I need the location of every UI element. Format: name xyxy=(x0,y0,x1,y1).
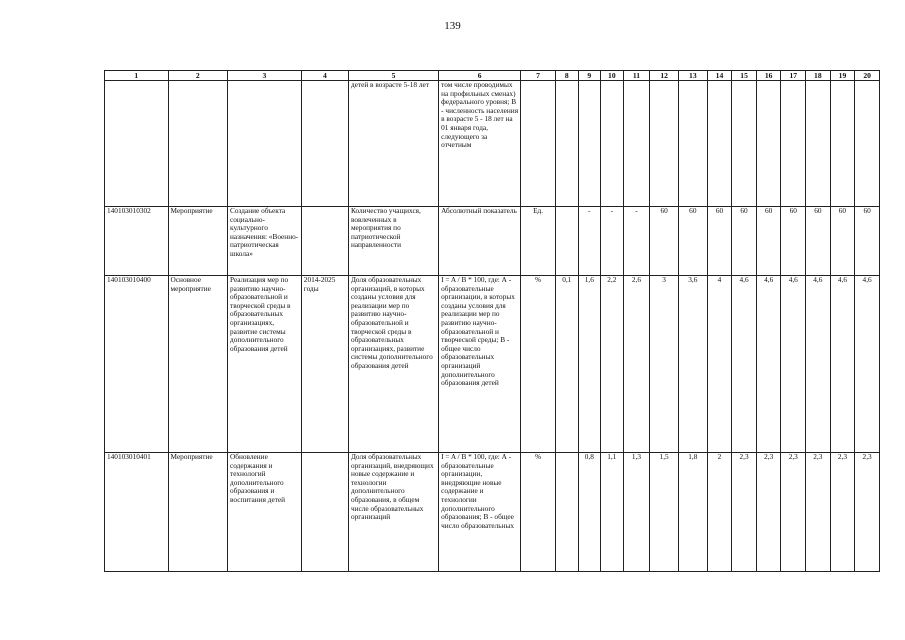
cell-value: 3 xyxy=(650,276,679,453)
table-row xyxy=(105,207,880,276)
cell-value: 2,6 xyxy=(623,276,650,453)
col-header: 18 xyxy=(806,71,831,81)
col-header: 4 xyxy=(301,71,348,81)
cell-value xyxy=(707,81,732,207)
cell-value: 1,8 xyxy=(678,453,707,572)
cell-value: 60 xyxy=(806,207,831,276)
cell-value xyxy=(756,81,781,207)
cell-unit: % xyxy=(521,276,556,453)
cell-value: 60 xyxy=(855,207,880,276)
col-header: 5 xyxy=(348,71,438,81)
col-header: 12 xyxy=(650,71,679,81)
cell-name: Обновление содержания и технологий дополнительного образования и воспитания детей xyxy=(228,453,302,572)
cell-value: 1,3 xyxy=(623,453,650,572)
col-header: 8 xyxy=(555,71,578,81)
table-row xyxy=(105,276,880,453)
cell-type: Мероприятие xyxy=(168,207,227,276)
col-header: 20 xyxy=(855,71,880,81)
cell-value: 2,3 xyxy=(830,453,855,572)
col-header: 1 xyxy=(105,71,169,81)
cell-value: 60 xyxy=(707,207,732,276)
col-header: 15 xyxy=(732,71,757,81)
cell-indicator: Доля образовательных организаций, внедряющих новые содержание и технологии дополнительного образования, в общем числе образовательных организаций xyxy=(348,453,438,572)
page-number: 139 xyxy=(444,20,461,32)
table-row xyxy=(105,81,880,207)
cell-value: - xyxy=(578,207,601,276)
header-row xyxy=(105,71,880,81)
col-header: 2 xyxy=(168,71,227,81)
cell-value: 2,3 xyxy=(855,453,880,572)
col-header: 10 xyxy=(601,71,624,81)
cell-value: 1,5 xyxy=(650,453,679,572)
cell-value: 4,6 xyxy=(830,276,855,453)
cell-code: 140103010401 xyxy=(105,453,169,572)
cell-value: 2,2 xyxy=(601,276,624,453)
program-table xyxy=(104,70,880,572)
cell-unit xyxy=(521,81,556,207)
cell-formula: I = A / B * 100, где: А - образовательные организации, в которых созданы условия для реализации мер по развитию научно-образовательной и творческой среды; В - общее число образовательных организаций дополнительного образования детей xyxy=(439,276,521,453)
cell-value xyxy=(650,81,679,207)
cell-value xyxy=(555,81,578,207)
cell-type: Мероприятие xyxy=(168,453,227,572)
table-row xyxy=(105,453,880,572)
cell-indicator: Доля образовательных организаций, в которых созданы условия для реализации мер по развитию научно-образовательной и творческой среды в образовательных организациях, развитие системы дополнительного образования детей xyxy=(348,276,438,453)
col-header: 9 xyxy=(578,71,601,81)
col-header: 6 xyxy=(439,71,521,81)
cell-value xyxy=(806,81,831,207)
cell-type xyxy=(168,81,227,207)
cell-value: - xyxy=(623,207,650,276)
cell-value: 4 xyxy=(707,276,732,453)
cell-value: 2,3 xyxy=(732,453,757,572)
cell-value xyxy=(601,81,624,207)
col-header: 11 xyxy=(623,71,650,81)
cell-name: Реализация мер по развитию научно-образовательной и творческой среды в образовательных организациях, развитие системы дополнительного образования детей xyxy=(228,276,302,453)
col-header: 13 xyxy=(678,71,707,81)
cell-unit: % xyxy=(521,453,556,572)
cell-value: 60 xyxy=(756,207,781,276)
cell-name: Создание объекта социально-культурного назначения: «Военно-патриотическая школа» xyxy=(228,207,302,276)
cell-period xyxy=(301,207,348,276)
cell-value xyxy=(830,81,855,207)
col-header: 7 xyxy=(521,71,556,81)
cell-value: 2,3 xyxy=(781,453,806,572)
col-header: 3 xyxy=(228,71,302,81)
cell-name xyxy=(228,81,302,207)
cell-value: 60 xyxy=(678,207,707,276)
cell-period: 2014-2025 годы xyxy=(301,276,348,453)
col-header: 14 xyxy=(707,71,732,81)
col-header: 16 xyxy=(756,71,781,81)
cell-formula: том числе проводимых на профильных сменах) федерального уровня; В - численность населения в возрасте 5 - 18 лет на 01 января года, следующего за отчетным xyxy=(439,81,521,207)
cell-value: 2 xyxy=(707,453,732,572)
cell-value: 1,1 xyxy=(601,453,624,572)
cell-value: 60 xyxy=(650,207,679,276)
cell-value: 4,6 xyxy=(732,276,757,453)
cell-value xyxy=(555,207,578,276)
cell-type: Основное мероприятие xyxy=(168,276,227,453)
cell-value: 60 xyxy=(830,207,855,276)
cell-value xyxy=(678,81,707,207)
cell-value: 4,6 xyxy=(756,276,781,453)
cell-value: 0,1 xyxy=(555,276,578,453)
cell-value: 3,6 xyxy=(678,276,707,453)
cell-value xyxy=(578,81,601,207)
col-header: 17 xyxy=(781,71,806,81)
cell-code: 140103010400 xyxy=(105,276,169,453)
cell-value xyxy=(855,81,880,207)
cell-indicator: детей в возрасте 5-18 лет xyxy=(348,81,438,207)
cell-formula: Абсолютный показатель xyxy=(439,207,521,276)
cell-formula: I = A / B * 100, где: А - образовательные организации, внедряющие новые содержание и технологии дополнительного образования; В - общее число образовательных xyxy=(439,453,521,572)
cell-value xyxy=(732,81,757,207)
cell-value: 2,3 xyxy=(756,453,781,572)
cell-code: 140103010302 xyxy=(105,207,169,276)
cell-value: - xyxy=(601,207,624,276)
cell-code xyxy=(105,81,169,207)
cell-period xyxy=(301,81,348,207)
cell-value: 60 xyxy=(781,207,806,276)
cell-value: 0,8 xyxy=(578,453,601,572)
cell-value: 2,3 xyxy=(806,453,831,572)
cell-period xyxy=(301,453,348,572)
cell-indicator: Количество учащихся, вовлеченных в мероприятия по патриотической направленности xyxy=(348,207,438,276)
cell-value: 60 xyxy=(732,207,757,276)
cell-value: 4,6 xyxy=(806,276,831,453)
cell-value xyxy=(623,81,650,207)
cell-value xyxy=(555,453,578,572)
cell-value: 4,6 xyxy=(855,276,880,453)
cell-value: 4,6 xyxy=(781,276,806,453)
cell-value: 1,6 xyxy=(578,276,601,453)
cell-value xyxy=(781,81,806,207)
col-header: 19 xyxy=(830,71,855,81)
cell-unit: Ед. xyxy=(521,207,556,276)
